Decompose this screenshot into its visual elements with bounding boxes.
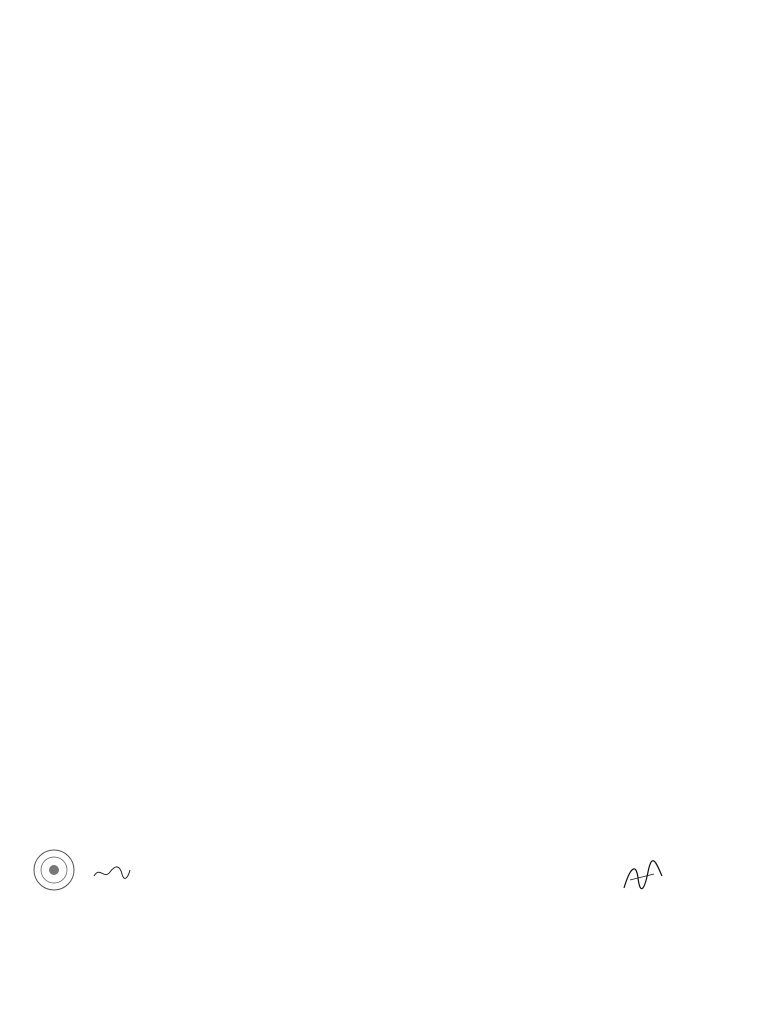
headmaster-signature <box>92 862 132 884</box>
school-stamp <box>32 848 76 892</box>
vice-principal-signature <box>620 858 666 894</box>
